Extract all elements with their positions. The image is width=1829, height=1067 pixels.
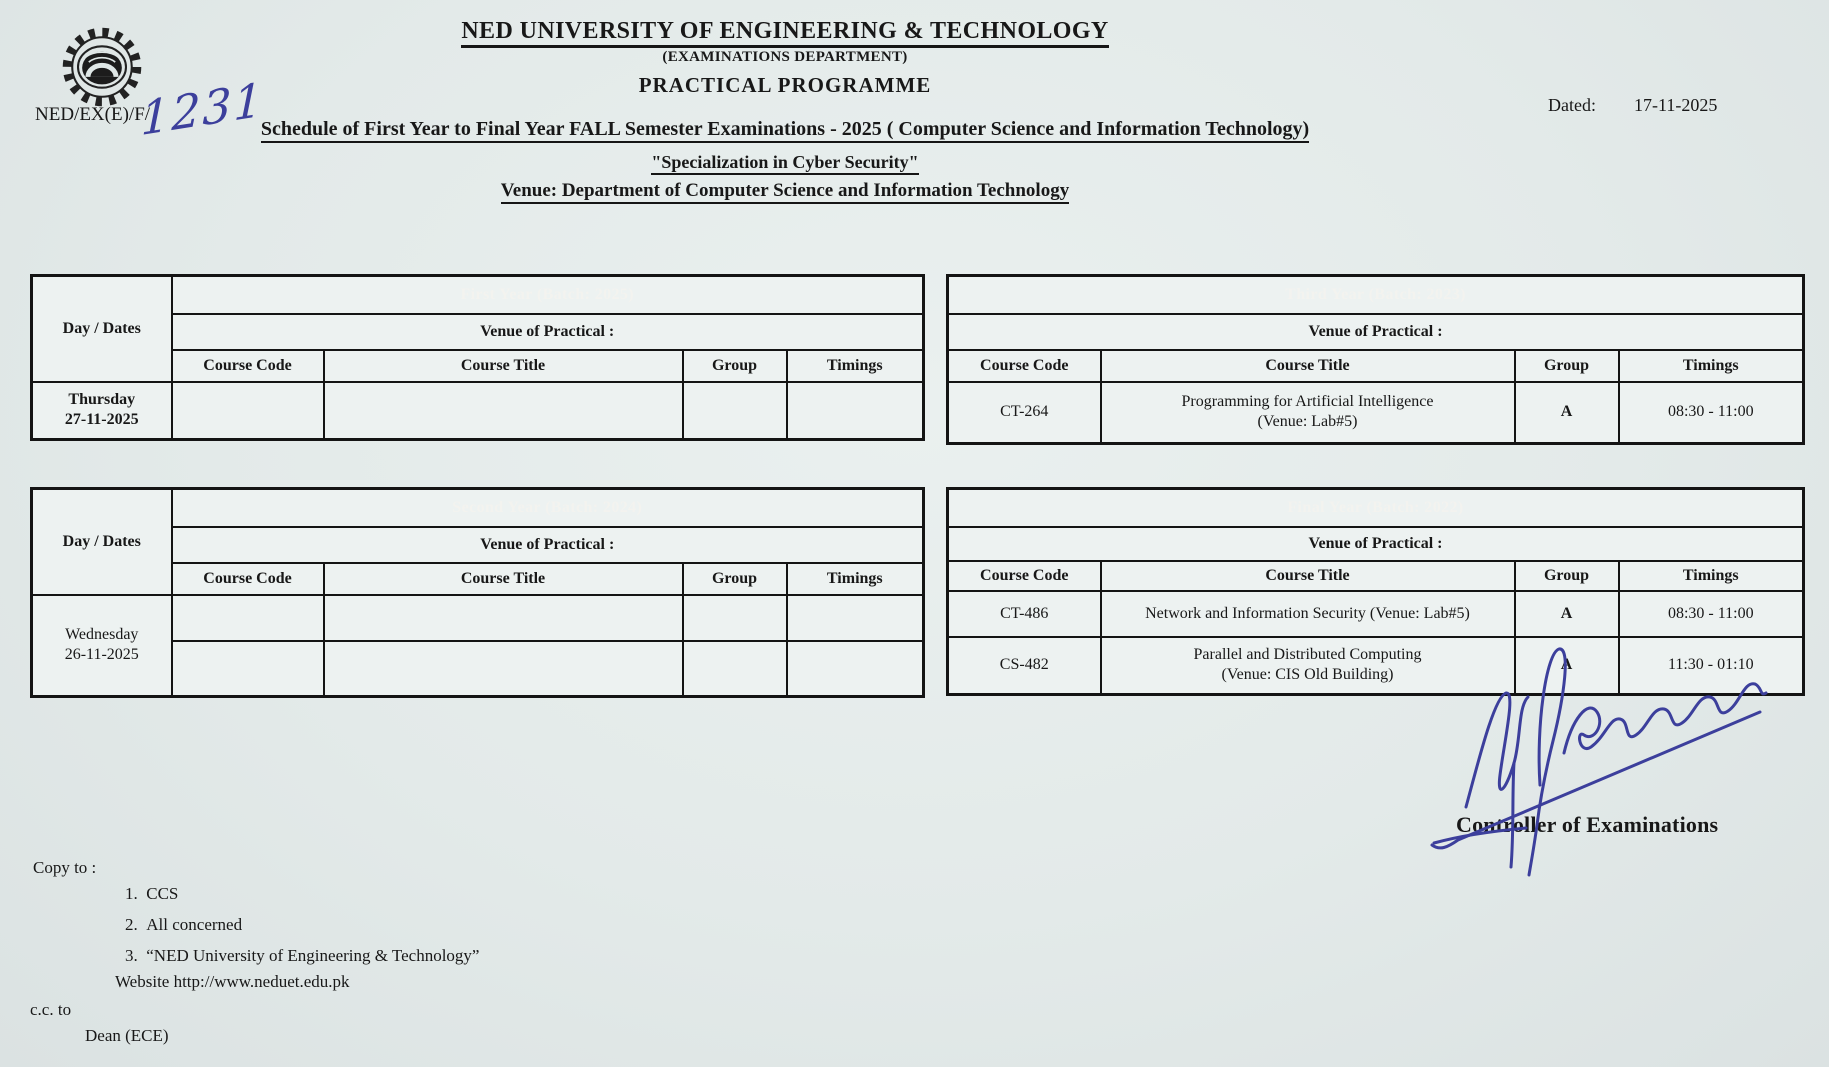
course-code-cell: CT-264	[948, 382, 1101, 444]
venue-of-practical-bar: Venue of Practical :	[948, 314, 1804, 350]
copy-item-text: “NED University of Engineering & Technology”	[146, 946, 480, 965]
reference-number-handwritten: 1231	[140, 71, 265, 147]
col-header-course-title: Course Title	[1101, 561, 1515, 591]
table-row	[948, 637, 1804, 695]
table-row	[32, 382, 924, 440]
day-name: Wednesday	[65, 626, 139, 644]
table-title-bar: Second Year (Batch: 2024)	[172, 489, 924, 527]
copy-item-1	[125, 884, 178, 904]
day-date-cell	[32, 595, 172, 697]
first-year-table	[30, 274, 925, 441]
venue-of-practical-bar: Venue of Practical :	[948, 527, 1804, 561]
table-title-bar: Final Year (Batch: 2022)	[948, 489, 1804, 527]
col-header-course-title: Course Title	[1101, 350, 1515, 382]
copy-item-text: All concerned	[146, 915, 243, 934]
table-row	[948, 591, 1804, 637]
empty-cell	[324, 595, 683, 641]
specialization-title: "Specialization in Cyber Security"	[0, 152, 1570, 173]
course-code-cell: CS-482	[948, 637, 1101, 695]
col-header-group: Group	[1515, 350, 1619, 382]
day-date: 27-11-2025	[64, 411, 139, 429]
empty-cell	[172, 382, 324, 440]
cc-to-label: c.c. to	[30, 1000, 72, 1019]
department-subtitle: (EXAMINATIONS DEPARTMENT)	[662, 49, 908, 65]
timings-cell: 08:30 - 11:00	[1619, 591, 1804, 637]
third-year-table	[946, 274, 1805, 445]
day-date: 26-11-2025	[64, 646, 139, 664]
table-row	[32, 595, 924, 641]
empty-cell	[172, 595, 324, 641]
timings-cell: 11:30 - 01:10	[1619, 637, 1804, 695]
reference-prefix: NED/EX(E)/F/	[35, 104, 151, 125]
col-header-course-code: Course Code	[948, 350, 1101, 382]
group-cell: A	[1515, 591, 1619, 637]
col-header-timings: Timings	[1619, 350, 1804, 382]
empty-cell	[683, 595, 787, 641]
copy-to-label: Copy to :	[33, 858, 97, 877]
dated-label: Dated:	[1548, 95, 1596, 115]
course-title-line1: Parallel and Distributed Computing	[1193, 646, 1422, 664]
programme-title: PRACTICAL PROGRAMME	[638, 73, 932, 97]
col-header-group: Group	[683, 350, 787, 382]
course-title-cell	[1101, 637, 1515, 695]
venue-line: Venue: Department of Computer Science and Information Technology	[0, 180, 1570, 202]
col-header-timings: Timings	[1619, 561, 1804, 591]
col-header-group: Group	[683, 563, 787, 595]
empty-cell	[683, 641, 787, 697]
col-header-timings: Timings	[787, 350, 924, 382]
course-code-cell: CT-486	[948, 591, 1101, 637]
second-year-table	[30, 487, 925, 698]
empty-cell	[787, 595, 924, 641]
empty-cell	[787, 382, 924, 440]
course-title-line1: Programming for Artificial Intelligence	[1181, 393, 1434, 411]
final-year-table	[946, 487, 1805, 696]
copy-item-number: 3.	[125, 946, 138, 965]
col-header-course-code: Course Code	[172, 563, 324, 595]
col-header-course-title: Course Title	[324, 350, 683, 382]
table-title-bar: First Year (Batch: 2025)	[172, 276, 924, 314]
table-row	[948, 382, 1804, 444]
group-cell: A	[1515, 637, 1619, 695]
col-header-course-title: Course Title	[324, 563, 683, 595]
day-dates-header: Day / Dates	[32, 489, 172, 595]
empty-cell	[787, 641, 924, 697]
col-header-course-code: Course Code	[172, 350, 324, 382]
website-line: Website http://www.neduet.edu.pk	[115, 972, 350, 991]
empty-cell	[683, 382, 787, 440]
empty-cell	[172, 641, 324, 697]
empty-cell	[324, 641, 683, 697]
day-date-cell	[32, 382, 172, 440]
copy-item-text: CCS	[146, 884, 179, 903]
group-cell: A	[1515, 382, 1619, 444]
copy-item-3	[125, 946, 479, 966]
copy-item-number: 1.	[125, 884, 138, 903]
university-title: NED UNIVERSITY OF ENGINEERING & TECHNOLOGY	[0, 18, 1570, 45]
course-title-line2: (Venue: Lab#5)	[1257, 413, 1358, 431]
course-title-cell: Network and Information Security (Venue: Lab#5)	[1101, 591, 1515, 637]
dated-value: 17-11-2025	[1634, 95, 1718, 115]
cc-recipient: Dean (ECE)	[85, 1026, 169, 1045]
day-name: Thursday	[68, 391, 136, 409]
copy-item-2	[125, 915, 242, 935]
schedule-title: Schedule of First Year to Final Year FALL Semester Examinations - 2025 ( Computer Science and Information Technology)	[0, 118, 1570, 141]
empty-cell	[324, 382, 683, 440]
venue-of-practical-bar: Venue of Practical :	[172, 314, 924, 350]
col-header-course-code: Course Code	[948, 561, 1101, 591]
course-title-line2: (Venue: CIS Old Building)	[1221, 666, 1394, 684]
controller-of-examinations-title: Controller of Examinations	[1456, 812, 1719, 837]
course-title-cell	[1101, 382, 1515, 444]
venue-of-practical-bar: Venue of Practical :	[172, 527, 924, 563]
copy-item-number: 2.	[125, 915, 138, 934]
col-header-timings: Timings	[787, 563, 924, 595]
timings-cell: 08:30 - 11:00	[1619, 382, 1804, 444]
table-title-bar: Third Year (Batch: 2023)	[948, 276, 1804, 314]
day-dates-header: Day / Dates	[32, 276, 172, 382]
col-header-group: Group	[1515, 561, 1619, 591]
